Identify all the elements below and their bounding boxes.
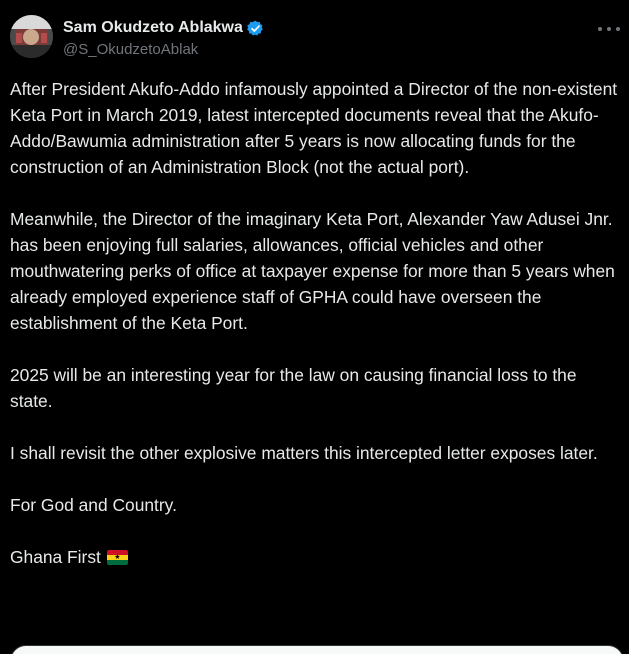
more-dot bbox=[607, 27, 611, 31]
name-row bbox=[63, 18, 264, 38]
avatar-image bbox=[10, 15, 53, 58]
post-header bbox=[63, 18, 264, 58]
post-closing-text: Ghana First bbox=[10, 547, 101, 567]
post-paragraph: 2025 will be an interesting year for the law on causing financial loss to the state. bbox=[10, 365, 577, 411]
author-display-name[interactable]: Sam Okudzeto Ablakwa bbox=[63, 19, 243, 36]
post-paragraph: Meanwhile, the Director of the imaginary Keta Port, Alexander Yaw Adusei Jnr. has been enjoying full salaries, allowances, official vehicles and other mouthwatering perks of office at taxpayer expense for more than 5 years when already employed experience staff of GPHA could have overseen the establishment of the Keta Port. bbox=[10, 209, 615, 333]
more-dot bbox=[598, 27, 602, 31]
post-paragraph: After President Akufo-Addo infamously appointed a Director of the non-existent Keta Port in March 2019, latest intercepted documents reveal that the Akufo-Addo/Bawumia administration after 5 years is now allocating funds for the construction of an Administration Block (not the actual port). bbox=[10, 79, 618, 177]
more-dot bbox=[616, 27, 620, 31]
ghana-flag-icon: ★ bbox=[107, 550, 128, 565]
post-paragraph: I shall revisit the other explosive matters this intercepted letter exposes later. bbox=[10, 443, 598, 463]
author-handle[interactable]: @S_OkudzetoAblak bbox=[63, 41, 199, 58]
more-options-icon[interactable] bbox=[598, 20, 620, 38]
post-text bbox=[10, 76, 622, 570]
post-closing-line bbox=[10, 544, 622, 570]
avatar[interactable] bbox=[10, 15, 53, 58]
verified-badge-icon bbox=[247, 20, 264, 37]
attached-media-card[interactable] bbox=[10, 645, 624, 654]
post-paragraph: For God and Country. bbox=[10, 495, 177, 515]
